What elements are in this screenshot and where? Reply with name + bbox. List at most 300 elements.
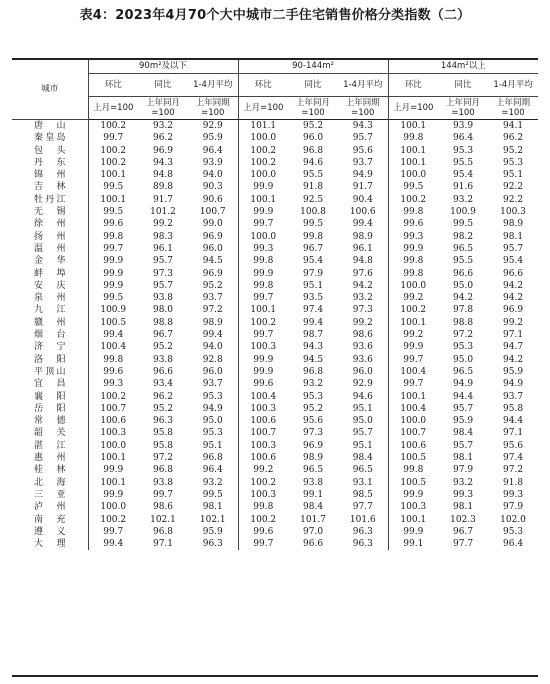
city-name: 泉州	[34, 293, 66, 304]
index-value: 99.8	[388, 464, 438, 476]
index-value: 95.1	[503, 170, 524, 181]
index-value: 99.7	[388, 378, 438, 390]
index-value: 94.3	[152, 157, 174, 168]
index-value: 96.0	[303, 133, 324, 144]
index-value: 100.1	[88, 194, 138, 206]
index-value: 99.2	[388, 329, 438, 341]
index-value: 100.4	[88, 341, 138, 353]
index-value: 99.1	[388, 538, 438, 550]
table-title: 表4：2023年4月70个大中城市二手住宅销售价格分类指数（二）	[79, 8, 471, 23]
city-name: 丹东	[34, 157, 66, 168]
index-value: 91.8	[503, 477, 524, 488]
index-value: 98.7	[303, 330, 324, 341]
city-name: 温州	[34, 243, 66, 254]
index-value: 99.5	[88, 292, 138, 304]
index-value: 93.9	[202, 157, 223, 168]
index-value: 97.1	[503, 330, 524, 341]
city-name: 三亚	[34, 489, 66, 500]
index-value: 92.2	[503, 194, 524, 205]
price-index-table	[12, 59, 538, 550]
subheader-mom: 环比	[388, 74, 438, 97]
index-value: 95.1	[202, 440, 223, 451]
index-value: 99.3	[88, 378, 138, 390]
base-label-mom: 上月=100	[238, 97, 288, 120]
index-value: 102.1	[150, 514, 176, 525]
index-value: 94.5	[202, 256, 223, 267]
index-value: 94.0	[202, 342, 223, 353]
index-value: 97.1	[503, 428, 524, 439]
index-value: 100.8	[300, 207, 326, 218]
index-value: 99.7	[238, 329, 288, 341]
index-value: 100.1	[388, 157, 438, 169]
index-value: 99.2	[352, 317, 373, 328]
index-value: 99.8	[238, 501, 288, 513]
index-value: 100.0	[388, 280, 438, 292]
index-value: 100.2	[238, 317, 288, 329]
index-value: 98.1	[503, 231, 524, 242]
index-value: 96.8	[303, 145, 324, 156]
city-name: 常德	[34, 416, 66, 427]
index-value: 94.2	[503, 280, 524, 291]
index-value: 93.2	[202, 477, 223, 488]
index-value: 94.8	[152, 170, 174, 181]
table-row	[12, 181, 538, 193]
index-value: 100.6	[349, 207, 376, 218]
index-value: 100.2	[388, 304, 438, 316]
index-value: 99.4	[352, 219, 373, 230]
index-value: 93.7	[202, 293, 223, 304]
index-value: 90.6	[202, 194, 223, 205]
index-value: 100.1	[388, 391, 438, 403]
base-label-ytd-avg: 上年同期=100	[496, 98, 531, 118]
index-value: 92.8	[202, 354, 223, 365]
table-row	[12, 452, 538, 464]
table-row	[12, 292, 538, 304]
index-value: 99.9	[388, 243, 438, 255]
index-value: 100.3	[238, 403, 288, 415]
index-value: 93.2	[352, 293, 373, 304]
base-label-yoy: 上年同月=100	[296, 98, 331, 118]
index-value: 100.7	[238, 427, 288, 439]
index-value: 96.5	[453, 243, 474, 254]
index-value: 94.5	[303, 354, 324, 365]
index-value: 93.7	[352, 157, 373, 168]
index-value: 96.8	[152, 465, 174, 476]
index-value: 97.2	[503, 465, 524, 476]
index-value: 92.2	[503, 182, 524, 193]
index-value: 95.7	[152, 280, 174, 291]
table-row	[12, 329, 538, 341]
index-value: 99.5	[303, 219, 324, 230]
subheader-ytd-avg: 1-4月平均	[188, 74, 238, 97]
subheader-yoy: 同比	[288, 74, 338, 97]
index-value: 95.4	[453, 170, 474, 181]
table-row	[12, 378, 538, 390]
index-value: 96.4	[202, 465, 223, 476]
table-row	[12, 280, 538, 292]
index-value: 95.7	[503, 243, 524, 254]
index-value: 94.7	[503, 342, 524, 353]
table-row	[12, 538, 538, 550]
index-value: 93.2	[152, 121, 174, 131]
city-name: 锦州	[34, 170, 66, 181]
index-value: 98.9	[202, 317, 223, 328]
table-header	[12, 59, 538, 120]
index-value: 100.3	[238, 341, 288, 353]
index-value: 93.2	[303, 379, 324, 390]
index-value: 93.7	[503, 391, 524, 402]
index-value: 99.9	[88, 255, 138, 267]
index-value: 99.4	[88, 538, 138, 550]
index-value: 100.1	[388, 120, 438, 133]
index-value: 95.6	[303, 416, 324, 427]
index-value: 100.0	[388, 415, 438, 427]
index-value: 93.6	[352, 354, 373, 365]
index-value: 95.2	[202, 280, 223, 291]
index-value: 99.7	[88, 243, 138, 255]
index-value: 100.1	[388, 317, 438, 329]
city-name: 桂林	[34, 465, 66, 476]
index-value: 99.2	[388, 292, 438, 304]
index-value: 98.2	[453, 231, 474, 242]
index-value: 99.2	[152, 219, 174, 230]
city-name: 赣州	[34, 317, 66, 328]
table-row	[12, 501, 538, 513]
index-value: 99.8	[388, 132, 438, 144]
index-value: 96.9	[202, 268, 223, 279]
index-value: 96.9	[503, 305, 524, 316]
city-name: 烟台	[34, 330, 66, 341]
index-value: 94.9	[503, 379, 524, 390]
index-value: 96.3	[352, 526, 373, 537]
subheader-yoy: 同比	[438, 74, 488, 97]
index-value: 102.1	[199, 514, 226, 525]
index-value: 100.2	[388, 194, 438, 206]
city-name: 扬州	[34, 231, 66, 242]
index-value: 100.2	[88, 391, 138, 403]
index-value: 95.1	[352, 440, 373, 451]
city-name: 包头	[34, 145, 66, 156]
index-value: 93.2	[453, 194, 474, 205]
index-value: 95.2	[303, 403, 324, 414]
index-value: 99.9	[388, 526, 438, 538]
index-value: 100.1	[88, 169, 138, 181]
index-value: 99.8	[388, 255, 438, 267]
index-value: 97.6	[352, 268, 373, 279]
index-value: 94.8	[352, 256, 373, 267]
index-value: 100.1	[238, 304, 288, 316]
index-value: 98.9	[303, 453, 324, 464]
index-value: 95.2	[152, 403, 174, 414]
index-value: 99.8	[238, 280, 288, 292]
index-value: 92.9	[352, 379, 373, 390]
city-name: 九江	[34, 305, 66, 316]
index-value: 99.8	[88, 231, 138, 243]
index-value: 100.0	[238, 169, 288, 181]
index-value: 96.8	[152, 526, 174, 537]
index-value: 97.3	[352, 305, 373, 316]
index-value: 99.4	[88, 329, 138, 341]
table-row	[12, 440, 538, 452]
city-name: 蚌埠	[34, 268, 66, 279]
index-value: 98.9	[352, 231, 373, 242]
index-value: 99.8	[388, 268, 438, 280]
index-value: 95.8	[152, 428, 174, 439]
index-value: 95.7	[453, 403, 474, 414]
index-value: 100.6	[238, 452, 288, 464]
index-value: 96.7	[152, 330, 174, 341]
index-value: 99.6	[238, 526, 288, 538]
index-value: 96.0	[202, 366, 223, 377]
index-value: 99.3	[503, 489, 524, 500]
index-value: 100.9	[450, 207, 476, 218]
index-value: 97.2	[202, 305, 223, 316]
city-column-header: 城市	[12, 59, 88, 120]
index-value: 99.5	[453, 219, 474, 230]
city-name: 遵义	[34, 526, 66, 537]
index-value: 96.4	[453, 133, 474, 144]
index-value: 94.2	[352, 280, 373, 291]
index-value: 100.5	[88, 317, 138, 329]
index-value: 99.7	[152, 489, 174, 500]
index-value: 100.1	[238, 194, 288, 206]
index-value: 97.7	[352, 502, 373, 513]
index-value: 95.5	[453, 256, 474, 267]
index-value: 94.9	[202, 403, 223, 414]
city-name: 湛江	[34, 440, 66, 451]
index-value: 101.1	[238, 120, 288, 133]
index-value: 97.7	[453, 539, 474, 550]
index-value: 96.6	[453, 268, 474, 279]
base-label-ytd-avg: 上年同期=100	[195, 98, 230, 118]
index-value: 99.8	[88, 354, 138, 366]
index-value: 98.6	[352, 330, 373, 341]
index-value: 100.2	[238, 145, 288, 157]
index-value: 95.4	[503, 256, 524, 267]
index-value: 94.6	[352, 391, 373, 402]
index-value: 93.4	[152, 379, 174, 390]
index-value: 100.1	[88, 477, 138, 489]
city-name: 岳阳	[34, 403, 66, 414]
index-value: 96.3	[152, 416, 174, 427]
index-value: 94.2	[503, 354, 524, 365]
index-value: 100.4	[238, 391, 288, 403]
index-value: 94.3	[352, 121, 373, 131]
index-value: 93.1	[352, 477, 373, 488]
index-value: 100.2	[238, 157, 288, 169]
index-value: 91.7	[352, 182, 373, 193]
table-row	[12, 341, 538, 353]
city-name: 金华	[34, 256, 66, 267]
index-value: 96.1	[352, 243, 373, 254]
index-value: 100.7	[199, 207, 226, 218]
city-name: 南充	[34, 514, 66, 525]
index-value: 100.6	[88, 415, 138, 427]
index-value: 99.6	[238, 378, 288, 390]
index-value: 93.8	[152, 293, 174, 304]
index-value: 95.2	[303, 121, 324, 131]
index-value: 95.4	[303, 256, 324, 267]
index-value: 96.9	[202, 231, 223, 242]
index-value: 100.4	[388, 366, 438, 378]
index-value: 93.6	[352, 342, 373, 353]
base-label-yoy: 上年同月=100	[145, 98, 180, 118]
index-value: 99.3	[388, 231, 438, 243]
index-value: 97.9	[303, 268, 324, 279]
index-value: 96.0	[352, 366, 373, 377]
index-value: 100.5	[388, 477, 438, 489]
index-value: 94.3	[303, 342, 324, 353]
index-value: 93.8	[303, 477, 324, 488]
index-value: 94.1	[503, 121, 524, 131]
table-row	[12, 317, 538, 329]
index-value: 96.8	[303, 366, 324, 377]
index-value: 98.8	[453, 317, 474, 328]
index-value: 95.5	[453, 157, 474, 168]
index-value: 96.9	[152, 145, 174, 156]
index-value: 99.9	[238, 181, 288, 193]
table-row	[12, 231, 538, 243]
index-value: 97.3	[152, 268, 174, 279]
index-value: 97.2	[453, 330, 474, 341]
city-name: 宜昌	[34, 379, 66, 390]
index-value: 98.6	[152, 502, 174, 513]
base-label-mom: 上月=100	[388, 97, 438, 120]
city-name: 洛阳	[34, 354, 66, 365]
index-value: 95.0	[453, 354, 474, 365]
index-value: 99.7	[238, 538, 288, 550]
index-value: 99.0	[202, 219, 223, 230]
index-value: 96.9	[303, 440, 324, 451]
index-value: 99.8	[303, 231, 324, 242]
index-value: 95.3	[303, 391, 324, 402]
index-value: 99.6	[88, 218, 138, 230]
index-value: 96.7	[453, 526, 474, 537]
index-value: 97.4	[303, 305, 324, 316]
index-value: 98.1	[453, 502, 474, 513]
index-value: 93.2	[453, 477, 474, 488]
index-value: 96.7	[303, 243, 324, 254]
index-value: 95.8	[503, 403, 524, 414]
subheader-ytd-avg: 1-4月平均	[488, 74, 538, 97]
index-value: 101.7	[300, 514, 326, 525]
table-row	[12, 132, 538, 144]
index-value: 96.5	[453, 366, 474, 377]
index-value: 95.6	[503, 440, 524, 451]
index-value: 99.5	[88, 181, 138, 193]
index-value: 100.0	[238, 132, 288, 144]
index-value: 95.1	[303, 280, 324, 291]
index-value: 100.2	[88, 157, 138, 169]
index-value: 101.2	[150, 207, 176, 218]
city-name: 秦皇岛	[34, 133, 66, 144]
index-value: 99.5	[88, 206, 138, 218]
index-value: 99.9	[88, 464, 138, 476]
index-value: 91.8	[303, 182, 324, 193]
index-value: 99.9	[238, 354, 288, 366]
index-value: 99.9	[88, 280, 138, 292]
subheader-mom: 环比	[88, 74, 138, 97]
index-value: 97.8	[453, 305, 474, 316]
city-name: 大理	[34, 539, 66, 550]
index-value: 95.0	[453, 280, 474, 291]
index-value: 95.0	[202, 416, 223, 427]
index-value: 100.3	[238, 440, 288, 452]
index-value: 100.7	[88, 403, 138, 415]
index-value: 99.1	[303, 489, 324, 500]
index-value: 100.5	[388, 452, 438, 464]
index-value: 96.6	[503, 268, 524, 279]
index-value: 100.3	[88, 427, 138, 439]
table-row	[12, 243, 538, 255]
table-row	[12, 526, 538, 538]
index-value: 98.5	[352, 489, 373, 500]
index-value: 95.9	[202, 133, 223, 144]
index-value: 100.2	[238, 514, 288, 526]
city-name: 襄阳	[34, 391, 66, 402]
table-row	[12, 194, 538, 206]
index-value: 99.9	[238, 366, 288, 378]
table-row	[12, 427, 538, 439]
city-name: 惠州	[34, 453, 66, 464]
table-row	[12, 464, 538, 476]
index-value: 99.9	[88, 268, 138, 280]
index-value: 102.3	[450, 514, 476, 525]
index-value: 100.3	[388, 501, 438, 513]
index-value: 96.6	[303, 539, 324, 550]
index-value: 96.3	[352, 539, 373, 550]
table-row	[12, 391, 538, 403]
subheader-yoy: 同比	[138, 74, 188, 97]
index-value: 93.7	[202, 379, 223, 390]
table-body	[12, 120, 538, 551]
index-value: 95.0	[352, 416, 373, 427]
table-row	[12, 157, 538, 169]
index-value: 98.0	[152, 305, 174, 316]
table-row	[12, 489, 538, 501]
index-value: 100.0	[88, 440, 138, 452]
index-value: 95.3	[202, 428, 223, 439]
index-value: 99.4	[202, 330, 223, 341]
index-value: 95.3	[453, 342, 474, 353]
index-value: 92.5	[303, 194, 324, 205]
index-value: 91.7	[152, 194, 174, 205]
index-value: 100.2	[88, 120, 138, 133]
index-value: 94.6	[303, 157, 324, 168]
index-value: 98.8	[152, 317, 174, 328]
index-value: 95.7	[352, 428, 373, 439]
index-value: 100.0	[388, 169, 438, 181]
index-value: 92.9	[202, 121, 223, 131]
index-value: 95.9	[503, 366, 524, 377]
index-value: 96.6	[152, 366, 174, 377]
index-value: 90.3	[202, 182, 223, 193]
index-value: 98.4	[352, 453, 373, 464]
index-value: 99.7	[238, 292, 288, 304]
index-value: 99.8	[388, 206, 438, 218]
table-row	[12, 255, 538, 267]
index-value: 95.3	[503, 157, 524, 168]
city-name: 泸州	[34, 502, 66, 513]
index-value: 100.7	[388, 427, 438, 439]
index-value: 94.9	[352, 170, 373, 181]
table-row	[12, 145, 538, 157]
index-value: 96.2	[503, 133, 524, 144]
index-value: 98.9	[503, 219, 524, 230]
index-value: 98.1	[202, 502, 223, 513]
index-value: 96.0	[202, 243, 223, 254]
city-name: 徐州	[34, 219, 66, 230]
